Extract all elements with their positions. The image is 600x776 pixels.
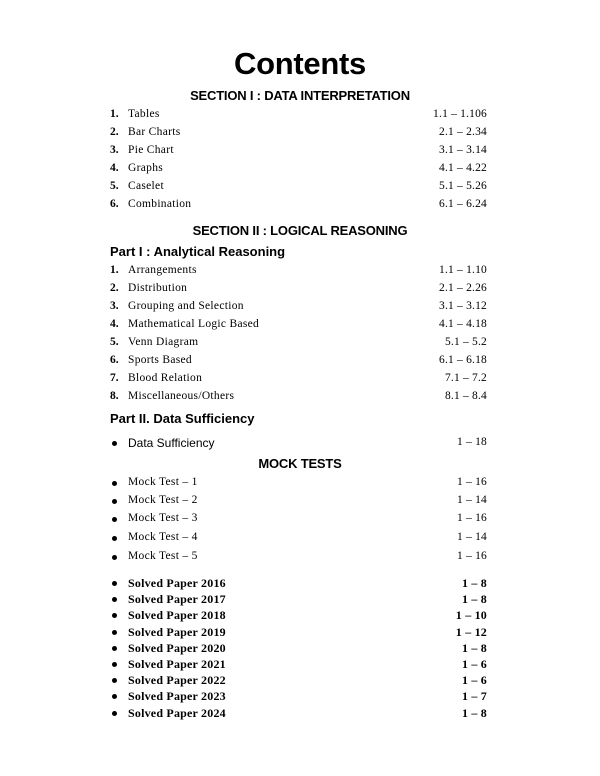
entry-label: Solved Paper 2020	[128, 641, 226, 655]
entry-number: 5.	[110, 180, 119, 192]
toc-entry[interactable]	[0, 550, 600, 566]
toc-entry[interactable]	[0, 706, 600, 722]
toc-entry[interactable]	[0, 689, 600, 705]
entry-pages: 1.1 – 1.106	[433, 108, 487, 120]
entry-label: Distribution	[128, 282, 188, 294]
toc-entry[interactable]	[0, 108, 600, 124]
bullet-icon	[112, 646, 117, 651]
entry-pages: 1 – 14	[457, 531, 487, 543]
entry-label: Mock Test – 4	[128, 531, 198, 543]
entry-label: Miscellaneous/Others	[128, 390, 235, 402]
entry-label: Solved Paper 2024	[128, 706, 226, 720]
page-title: Contents	[234, 46, 366, 81]
entry-pages: 5.1 – 5.2	[444, 336, 487, 348]
toc-entry[interactable]	[0, 531, 600, 547]
entry-pages: 1 – 12	[455, 625, 487, 639]
entry-number: 6.	[110, 198, 119, 210]
entry-label: Mock Test – 3	[128, 512, 198, 524]
toc-entry[interactable]	[0, 336, 600, 352]
entry-label: Blood Relation	[128, 372, 203, 384]
toc-entry[interactable]	[0, 180, 600, 196]
entry-pages: 1 – 8	[462, 592, 487, 606]
entry-pages: 5.1 – 5.26	[439, 180, 487, 192]
entry-pages: 1 – 18	[457, 436, 487, 448]
entry-number: 4.	[110, 162, 119, 174]
toc-entry[interactable]	[0, 264, 600, 280]
entry-pages: 1 – 6	[462, 657, 487, 671]
toc-entry[interactable]	[0, 608, 600, 624]
toc-entry[interactable]	[0, 476, 600, 492]
entry-label: Mock Test – 1	[128, 476, 198, 488]
entry-pages: 1 – 7	[462, 689, 487, 703]
bullet-icon	[112, 662, 117, 667]
entry-label: Solved Paper 2021	[128, 657, 226, 671]
entry-label: Solved Paper 2016	[128, 576, 226, 590]
bullet-icon	[112, 597, 117, 602]
entry-label: Mathematical Logic Based	[128, 318, 260, 330]
entry-number: 8.	[110, 390, 119, 402]
entry-label: Pie Chart	[128, 144, 174, 156]
entry-pages: 8.1 – 8.4	[444, 390, 487, 402]
toc-entry[interactable]	[0, 436, 600, 452]
toc-entry[interactable]	[0, 625, 600, 641]
toc-entry[interactable]	[0, 198, 600, 214]
bullet-icon	[112, 517, 117, 522]
entry-label: Solved Paper 2023	[128, 689, 226, 703]
entry-label: Data Sufficiency	[128, 436, 215, 450]
entry-pages: 3.1 – 3.12	[439, 300, 487, 312]
entry-pages: 1 – 16	[457, 476, 487, 488]
toc-entry[interactable]	[0, 512, 600, 528]
toc-entry[interactable]	[0, 494, 600, 510]
entry-label: Grouping and Selection	[128, 300, 244, 312]
entry-number: 1.	[110, 264, 119, 276]
entry-number: 6.	[110, 354, 119, 366]
entry-pages: 1 – 8	[462, 706, 487, 720]
entry-label: Solved Paper 2018	[128, 608, 226, 622]
entry-pages: 1 – 16	[457, 512, 487, 524]
entry-pages: 1 – 8	[462, 641, 487, 655]
entry-pages: 7.1 – 7.2	[444, 372, 487, 384]
bullet-icon	[112, 481, 117, 486]
entry-pages: 1 – 6	[462, 673, 487, 687]
toc-entry[interactable]	[0, 657, 600, 673]
part-2-heading: Part II. Data Sufficiency	[110, 411, 255, 426]
entry-number: 4.	[110, 318, 119, 330]
bullet-icon	[112, 441, 117, 446]
entry-pages: 4.1 – 4.22	[439, 162, 487, 174]
section-1-heading: SECTION I : DATA INTERPRETATION	[190, 88, 410, 103]
bullet-icon	[112, 613, 117, 618]
entry-label: Solved Paper 2022	[128, 673, 226, 687]
entry-label: Solved Paper 2019	[128, 625, 226, 639]
toc-entry[interactable]	[0, 592, 600, 608]
entry-pages: 1.1 – 1.10	[439, 264, 487, 276]
toc-entry[interactable]	[0, 300, 600, 316]
entry-number: 2.	[110, 282, 119, 294]
entry-pages: 1 – 10	[455, 608, 487, 622]
toc-entry[interactable]	[0, 318, 600, 334]
part-1-heading: Part I : Analytical Reasoning	[110, 244, 286, 259]
entry-number: 3.	[110, 300, 119, 312]
entry-number: 1.	[110, 108, 119, 120]
toc-entry[interactable]	[0, 390, 600, 406]
entry-pages: 1 – 16	[457, 550, 487, 562]
entry-label: Combination	[128, 198, 192, 210]
entry-pages: 4.1 – 4.18	[439, 318, 487, 330]
entry-number: 5.	[110, 336, 119, 348]
entry-number: 7.	[110, 372, 119, 384]
toc-entry[interactable]	[0, 354, 600, 370]
mock-tests-heading: MOCK TESTS	[258, 456, 342, 471]
bullet-icon	[112, 630, 117, 635]
entry-pages: 2.1 – 2.34	[439, 126, 487, 138]
bullet-icon	[112, 694, 117, 699]
entry-label: Solved Paper 2017	[128, 592, 226, 606]
entry-pages: 3.1 – 3.14	[439, 144, 487, 156]
bullet-icon	[112, 499, 117, 504]
entry-label: Mock Test – 5	[128, 550, 198, 562]
entry-number: 3.	[110, 144, 119, 156]
toc-entry[interactable]	[0, 576, 600, 592]
entry-label: Arrangements	[128, 264, 197, 276]
bullet-icon	[112, 711, 117, 716]
entry-label: Bar Charts	[128, 126, 181, 138]
toc-entry[interactable]	[0, 641, 600, 657]
entry-pages: 1 – 8	[462, 576, 487, 590]
bullet-icon	[112, 581, 117, 586]
entry-label: Sports Based	[128, 354, 192, 366]
toc-entry[interactable]	[0, 282, 600, 298]
toc-entry[interactable]	[0, 673, 600, 689]
entry-label: Caselet	[128, 180, 164, 192]
entry-pages: 2.1 – 2.26	[439, 282, 487, 294]
entry-pages: 6.1 – 6.18	[439, 354, 487, 366]
bullet-icon	[112, 536, 117, 541]
entry-number: 2.	[110, 126, 119, 138]
entry-label: Tables	[128, 108, 160, 120]
toc-entry[interactable]	[0, 126, 600, 142]
toc-entry[interactable]	[0, 372, 600, 388]
entry-label: Graphs	[128, 162, 164, 174]
entry-pages: 1 – 14	[457, 494, 487, 506]
section-2-heading: SECTION II : LOGICAL REASONING	[192, 223, 408, 238]
toc-entry[interactable]	[0, 162, 600, 178]
entry-label: Venn Diagram	[128, 336, 199, 348]
entry-pages: 6.1 – 6.24	[439, 198, 487, 210]
entry-label: Mock Test – 2	[128, 494, 198, 506]
bullet-icon	[112, 555, 117, 560]
bullet-icon	[112, 678, 117, 683]
toc-entry[interactable]	[0, 144, 600, 160]
